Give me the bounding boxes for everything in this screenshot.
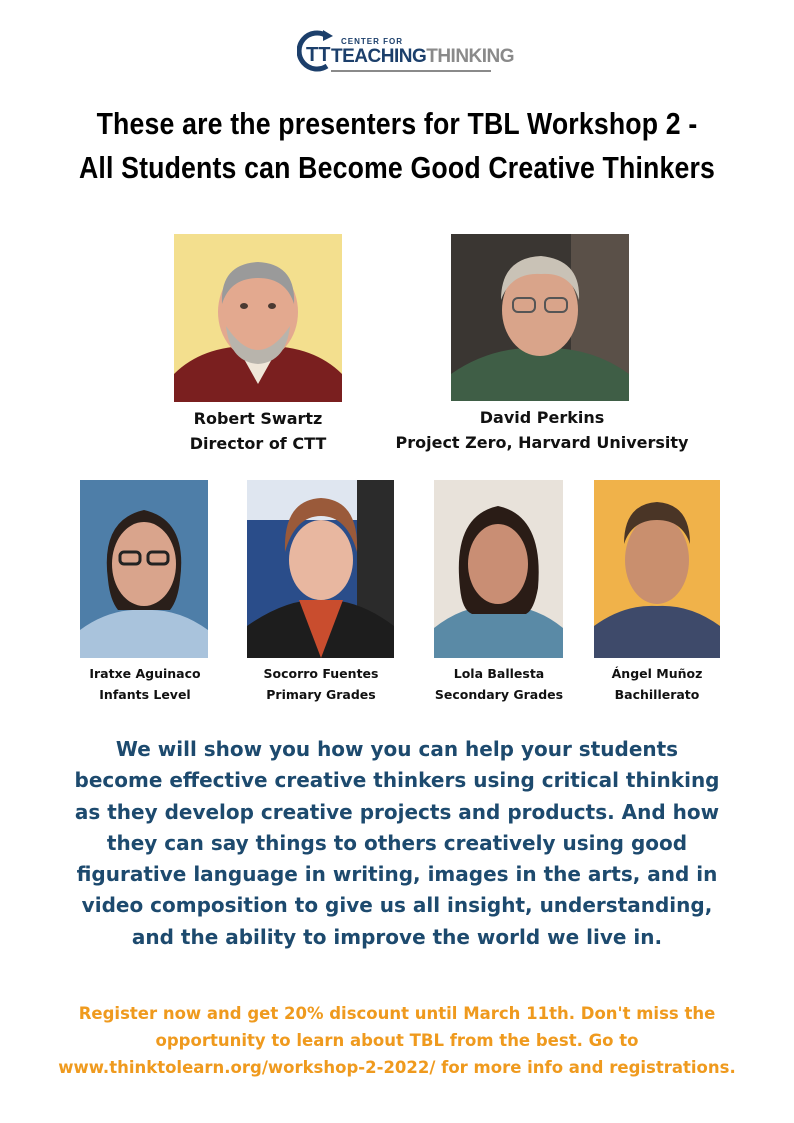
registration-link[interactable]: www.thinktolearn.org/workshop-2-2022/ for more info and registrations. xyxy=(58,1058,736,1077)
presenter-name: Robert Swartz xyxy=(193,409,323,428)
ctt-logo xyxy=(297,28,515,76)
logo-wordmark: TEACHINGTHINKING xyxy=(331,46,515,67)
presenter-caption-david-perkins xyxy=(380,405,704,455)
presenter-photo-robert-swartz xyxy=(174,234,342,402)
registration-line: opportunity to learn about TBL from the best. Go to xyxy=(155,1031,639,1050)
description-line: as they develop creative projects and products. And how xyxy=(74,799,720,824)
presenter-photo-david-perkins xyxy=(451,234,629,401)
presenter-role: Director of CTT xyxy=(189,434,327,453)
presenter-name: Socorro Fuentes xyxy=(263,666,379,681)
presenter-caption-angel-munoz xyxy=(572,663,742,705)
presenter-caption-iratxe-aguinaco xyxy=(60,663,230,705)
presenter-caption-lola-ballesta xyxy=(414,663,584,705)
description-line: they can say things to others creatively using good xyxy=(106,830,688,855)
presenter-role: Infants Level xyxy=(99,687,191,702)
workshop-description xyxy=(30,734,764,953)
description-line: figurative language in writing, images in the arts, and in xyxy=(76,862,718,887)
presenter-name: Lola Ballesta xyxy=(453,666,545,681)
presenter-caption-socorro-fuentes xyxy=(236,663,406,705)
presenter-name: Ángel Muñoz xyxy=(611,666,703,681)
svg-text:TT: TT xyxy=(306,44,331,66)
description-line: and the ability to improve the world we live in. xyxy=(131,924,663,949)
presenter-photo-lola-ballesta xyxy=(434,480,563,658)
description-line: video composition to give us all insight, understanding, xyxy=(81,893,713,918)
presenter-name: Iratxe Aguinaco xyxy=(89,666,201,681)
registration-info xyxy=(14,1000,780,1081)
presenter-role: Bachillerato xyxy=(614,687,700,702)
presenter-role: Primary Grades xyxy=(266,687,376,702)
registration-line: Register now and get 20% discount until March 11th. Don't miss the xyxy=(78,1004,716,1023)
presenter-caption-robert-swartz xyxy=(130,406,386,456)
presenter-role: Secondary Grades xyxy=(434,687,564,702)
logo-underline xyxy=(331,70,491,72)
presenter-name: David Perkins xyxy=(479,408,605,427)
presenter-photo-angel-munoz xyxy=(594,480,720,658)
presenter-photo-socorro-fuentes xyxy=(247,480,394,658)
page-title-line-1: These are the presenters for TBL Workshop 2 - xyxy=(96,106,698,141)
page-title-line-2: All Students can Become Good Creative Thinkers xyxy=(78,150,716,185)
presenter-photo-iratxe-aguinaco xyxy=(80,480,208,658)
logo-small-text: CENTER FOR xyxy=(341,37,403,46)
description-line: become effective creative thinkers using critical thinking xyxy=(74,768,720,793)
presenter-role: Project Zero, Harvard University xyxy=(395,433,689,452)
description-line: We will show you how you can help your students xyxy=(115,737,679,761)
